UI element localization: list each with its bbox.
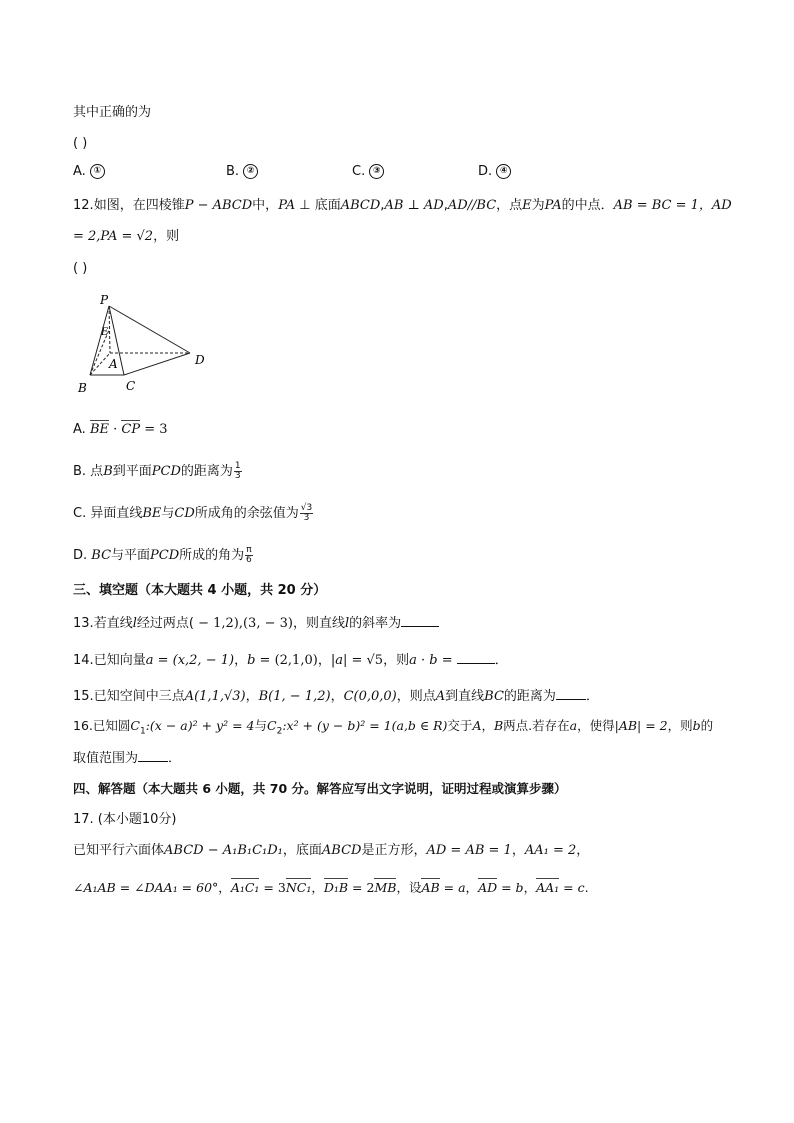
option-value: ①	[90, 164, 105, 179]
question-number: 14.	[73, 653, 94, 668]
text: 到平面	[112, 464, 152, 479]
math: l	[132, 616, 137, 631]
math: :(x − a)² + y² = 4	[145, 718, 255, 733]
math: ·	[108, 422, 122, 437]
answer-blank[interactable]	[401, 613, 439, 627]
label-d: D	[195, 353, 205, 367]
vector: b	[515, 880, 524, 895]
numerator: π	[246, 545, 252, 555]
pyramid-figure	[72, 290, 212, 395]
text: 所成的角为	[179, 548, 245, 563]
text: 已知向量	[93, 653, 146, 668]
math: =	[437, 653, 457, 668]
text: 已知圆	[92, 718, 131, 733]
q12-line1	[73, 197, 732, 215]
vector: a	[145, 653, 154, 668]
math: AB ⊥ AD	[384, 198, 444, 213]
section-4-heading: 四、解答题（本大题共 6 小题，共 70 分。解答应写出文字说明，证明过程或演算步骤）	[73, 781, 567, 796]
text: 已知平行六面体	[73, 843, 165, 858]
math: ∠A₁AB = ∠DAA₁ = 60°	[73, 880, 219, 895]
q11-option-a	[73, 164, 105, 179]
text: ，底面	[282, 843, 322, 858]
math: |AB| = 2	[614, 718, 668, 733]
text: ．	[494, 653, 508, 668]
math: PA	[544, 198, 562, 213]
section-3-heading: 三、填空题（本大题共 4 小题，共 20 分）	[73, 583, 327, 598]
text: ⊥ 底面	[295, 198, 341, 213]
math: a	[569, 718, 578, 733]
label-e: E	[101, 327, 109, 338]
option-label: C. 异面直线	[73, 506, 143, 521]
q16-line2	[73, 748, 181, 768]
text: 的斜率为	[349, 616, 402, 631]
text: 已知空间中三点	[93, 689, 185, 704]
math: PCD	[151, 464, 181, 479]
text: ，则直线	[292, 616, 345, 631]
option-label: B.	[226, 164, 240, 179]
math: ·	[416, 653, 430, 668]
option-value: ④	[496, 164, 511, 179]
q12-option-a	[73, 421, 168, 439]
math: A(1,1,√3)	[184, 689, 246, 704]
q12-paren: ( )	[73, 261, 88, 276]
numerator: 1	[234, 461, 241, 471]
text: 与	[161, 506, 175, 521]
vector: b	[247, 653, 256, 668]
math: B(1, − 1,2)	[258, 689, 331, 704]
math: = 3	[140, 422, 168, 437]
math: = 2	[348, 880, 375, 895]
math: | = √5	[342, 653, 384, 668]
edge-pa	[109, 306, 110, 353]
fraction	[245, 546, 252, 565]
text: ，	[218, 880, 231, 895]
text: ,	[443, 198, 448, 213]
text: 的距离为	[503, 689, 556, 704]
denominator: 3	[234, 471, 241, 481]
text: ，	[311, 880, 324, 895]
math: = (x,2, − 1)	[153, 653, 235, 668]
text: ，	[330, 689, 344, 704]
text: ,	[380, 198, 385, 213]
math: =	[439, 880, 459, 895]
edge-cd	[124, 353, 190, 375]
q12-option-b	[73, 462, 243, 481]
subscript: 1	[139, 726, 146, 737]
text: 中，	[252, 198, 279, 213]
math: B	[103, 464, 113, 479]
q12-line2	[73, 228, 179, 246]
math: A	[435, 689, 446, 704]
option-label: D.	[478, 164, 493, 179]
label-b: B	[78, 381, 87, 395]
math: AD//BC	[447, 198, 497, 213]
vector: a	[409, 653, 417, 668]
question-number: 12.	[73, 198, 94, 213]
q17-line2	[73, 879, 589, 897]
vector: AD	[478, 880, 498, 895]
text: 与	[254, 718, 267, 733]
q12-option-c	[73, 504, 314, 523]
answer-blank[interactable]	[457, 650, 495, 664]
question-number: 16.	[73, 718, 93, 733]
text: ，则点	[396, 689, 436, 704]
fraction	[300, 504, 313, 523]
text: 若直线	[93, 616, 133, 631]
label-p: P	[100, 293, 109, 307]
text: ，设	[396, 880, 422, 895]
text: ．	[168, 751, 182, 766]
q14	[73, 650, 508, 670]
text: ，	[576, 843, 590, 858]
text: 与平面	[111, 548, 151, 563]
vector: D₁B	[323, 880, 349, 895]
text: ，则	[383, 653, 410, 668]
option-label: D.	[73, 548, 92, 563]
math: AA₁ = 2	[524, 843, 577, 858]
option-label: A.	[73, 422, 86, 437]
answer-blank[interactable]	[138, 748, 168, 762]
q13	[73, 613, 439, 633]
q11-option-b	[226, 164, 258, 179]
vector: c	[577, 880, 585, 895]
math: E	[522, 198, 532, 213]
question-number: 15.	[73, 689, 94, 704]
denominator: 6	[246, 555, 252, 565]
text: .	[584, 880, 589, 895]
math: PCD	[150, 548, 180, 563]
text: 是正方形，	[361, 843, 427, 858]
label-c: C	[126, 379, 136, 393]
text: 的	[700, 718, 714, 733]
vector: BE	[89, 422, 109, 437]
vector: AA₁	[536, 880, 560, 895]
edge-pd	[109, 306, 190, 353]
text: 为	[531, 198, 545, 213]
math: ABCD	[340, 198, 381, 213]
text: 交于	[447, 718, 473, 733]
text: 所成角的余弦值为	[194, 506, 299, 521]
math: B	[493, 718, 504, 733]
q15	[73, 686, 599, 706]
vector: AB	[421, 880, 440, 895]
text: 到直线	[445, 689, 485, 704]
option-label: B. 点	[73, 464, 104, 479]
text: 经过两点(	[136, 616, 194, 631]
text: 如图，在四棱锥	[93, 198, 185, 213]
math: − 1,2),(3, − 3)	[193, 616, 293, 631]
math: =	[559, 880, 578, 895]
subscript: 2	[276, 726, 283, 737]
math: l	[344, 616, 350, 631]
vector: b	[429, 653, 438, 668]
text: ，	[481, 718, 494, 733]
math: AB = BC = 1，AD	[613, 198, 732, 213]
question-number: 13.	[73, 616, 94, 631]
vector: a	[335, 653, 343, 668]
math: = 3	[259, 880, 286, 895]
math: CD	[174, 506, 195, 521]
option-label: C.	[352, 164, 366, 179]
denominator: 3	[303, 513, 310, 523]
text: ，	[523, 880, 537, 895]
math: BC	[484, 689, 504, 704]
vector: a	[458, 880, 466, 895]
vector: A₁C₁	[230, 880, 260, 895]
math: C(0,0,0)	[343, 689, 397, 704]
text: ，使得	[577, 718, 615, 733]
vector: CP	[121, 422, 141, 437]
math: PA	[278, 198, 296, 213]
answer-blank[interactable]	[556, 686, 586, 700]
edge-pb	[90, 306, 109, 375]
text: ，则	[667, 718, 693, 733]
text: 的中点．	[561, 198, 614, 213]
q17-title: 17. (本小题10分)	[73, 812, 177, 827]
math: ABCD	[321, 843, 362, 858]
text: ，	[234, 653, 248, 668]
intro-text: 其中正确的为	[73, 105, 152, 120]
math: BE	[142, 506, 162, 521]
math: AD = AB = 1	[426, 843, 512, 858]
text: ，	[511, 843, 525, 858]
label-a: A	[109, 357, 118, 371]
q17-line1	[73, 842, 589, 860]
text: ，	[245, 689, 259, 704]
math: P − ABCD	[184, 198, 253, 213]
text: ，|	[317, 653, 336, 668]
math: :x² + (y − b)² = 1(a,b ∈ R)	[282, 718, 448, 733]
math: A	[472, 718, 482, 733]
fraction	[234, 462, 242, 481]
numerator: √3	[300, 503, 313, 513]
math: ABCD − A₁B₁C₁D₁	[164, 843, 283, 858]
math: = 2,PA = √2	[73, 229, 154, 244]
math: C	[130, 718, 140, 733]
text: ．	[585, 689, 599, 704]
q12-option-d	[73, 546, 254, 565]
q11-option-c	[352, 164, 384, 179]
text: ，则	[153, 229, 180, 244]
math: = (2,1,0)	[255, 653, 318, 668]
text: ，	[465, 880, 479, 895]
text: ，点	[496, 198, 523, 213]
vector: MB	[374, 880, 397, 895]
math: BC	[91, 548, 112, 563]
math: b	[692, 718, 701, 733]
text: 的距离为	[180, 464, 233, 479]
text: 两点.若存在	[503, 718, 570, 733]
vector: NC₁	[285, 880, 312, 895]
option-value: ②	[243, 164, 258, 179]
math: =	[497, 880, 516, 895]
option-value: ③	[369, 164, 384, 179]
q16-line1	[73, 717, 713, 741]
math: C	[267, 718, 277, 733]
option-label: A.	[73, 164, 86, 179]
answer-paren: ( )	[73, 136, 88, 151]
q11-option-d	[478, 164, 511, 179]
text: 取值范围为	[73, 751, 139, 766]
